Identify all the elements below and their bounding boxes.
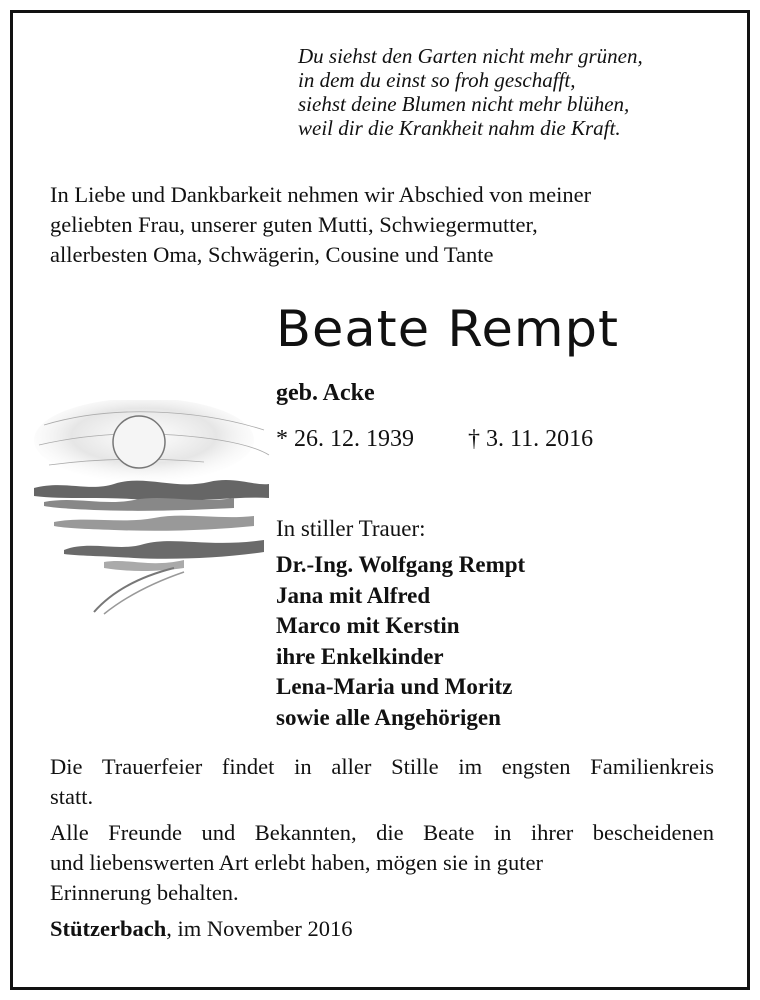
place-name: Stützerbach bbox=[50, 916, 167, 941]
mourners-list bbox=[276, 550, 525, 733]
poem-line: Du siehst den Garten nicht mehr grünen, bbox=[298, 44, 643, 68]
friends-line: Erinnerung behalten. bbox=[50, 880, 239, 905]
intro-line: In Liebe und Dankbarkeit nehmen wir Abschied von meiner bbox=[50, 182, 592, 207]
intro-line: allerbesten Oma, Schwägerin, Cousine und Tante bbox=[50, 242, 494, 267]
poem-line: siehst deine Blumen nicht mehr blühen, bbox=[298, 92, 630, 116]
birth-name: geb. Acke bbox=[276, 380, 375, 406]
mourner: Marco mit Kerstin bbox=[276, 613, 460, 638]
life-dates bbox=[276, 426, 593, 453]
intro-text bbox=[50, 180, 714, 270]
death-date: † 3. 11. 2016 bbox=[468, 426, 594, 452]
mourner: Lena-Maria und Moritz bbox=[276, 674, 513, 699]
funeral-notice bbox=[50, 752, 714, 812]
mourning-label: In stiller Trauer: bbox=[276, 516, 426, 541]
poem bbox=[298, 44, 718, 140]
friends-line: und liebenswerten Art erlebt haben, mögen sie in guter bbox=[50, 850, 543, 875]
funeral-line: Die Trauerfeier findet in aller Stille im engsten Familienkreis bbox=[50, 754, 714, 779]
funeral-line: statt. bbox=[50, 784, 94, 809]
closing-date: , im November 2016 bbox=[166, 916, 353, 941]
mourner: Dr.-Ing. Wolfgang Rempt bbox=[276, 552, 526, 577]
birth-date: * 26. 12. 1939 bbox=[276, 426, 414, 452]
moon-over-hills-sketch-icon bbox=[34, 400, 274, 615]
mourner: Jana mit Alfred bbox=[276, 582, 431, 608]
deceased-name: Beate Rempt bbox=[276, 300, 620, 358]
poem-line: in dem du einst so froh geschafft, bbox=[298, 68, 576, 92]
intro-line: geliebten Frau, unserer guten Mutti, Schwiegermutter, bbox=[50, 212, 538, 237]
mourner: sowie alle Angehörigen bbox=[276, 704, 501, 730]
closing-line bbox=[50, 916, 352, 942]
friends-line: Alle Freunde und Bekannten, die Beate in ihrer bescheidenen bbox=[50, 820, 714, 845]
mourner: ihre Enkelkinder bbox=[276, 643, 444, 669]
poem-line: weil dir die Krankheit nahm die Kraft. bbox=[298, 116, 621, 140]
friends-notice bbox=[50, 818, 714, 908]
